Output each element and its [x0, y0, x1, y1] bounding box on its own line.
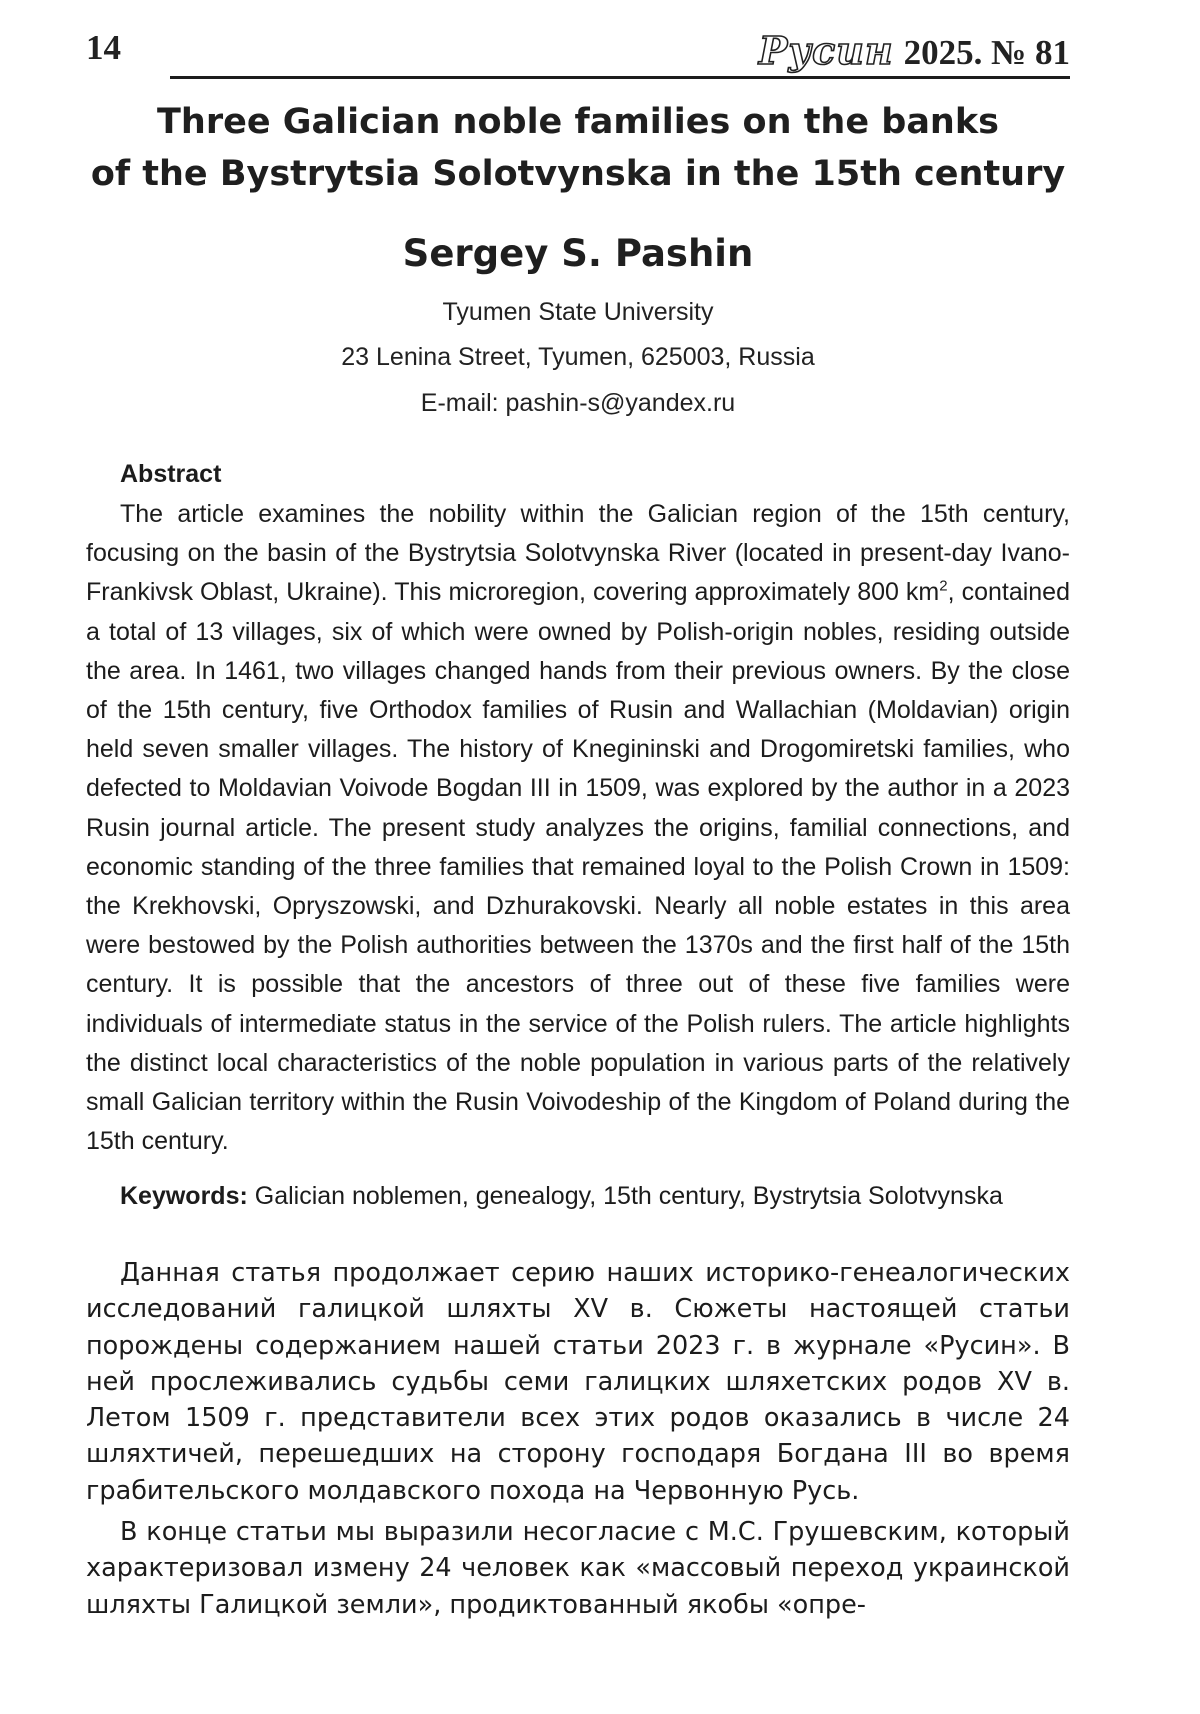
page-header [86, 22, 1070, 76]
body-paragraph-2: В конце статьи мы выразили несогласие с М.С. Грушевским, который характеризовал измену 24 человек как «массовый переход украинской шляхты Галицкой земли», продиктованный якобы «опре- [86, 1517, 1070, 1620]
keywords [120, 1182, 1070, 1211]
title-line-1: Three Galician noble families on the banks [157, 102, 999, 142]
issue-number: 2025. № 81 [903, 33, 1070, 72]
abstract-text-part1: The article examines the nobility within the Galician region of the 15th century, focusing on the basin of the Bystrytsia Solotvynska River (located in present-day Ivano-Frankivsk Oblast, Ukraine). This microregion, covering approximately 800 km [86, 500, 1070, 607]
author-name: Sergey S. Pashin [402, 232, 754, 275]
body-paragraph-1: Данная статья продолжает серию наших историко-генеалогических исследований галицкой шляхты XV в. Сюжеты настоящей статьи порождены содержанием нашей статьи 2023 г. в журнале «Русин». В ней прослеживались судьбы семи галицких шляхетских родов XV в. Летом 1509 г. представители всех этих родов оказались в числе 24 шляхтичей, перешедших на сторону господаря Богдана III во время грабительского молдавского похода на Червонную Русь. [86, 1258, 1070, 1506]
page-number: 14 [86, 28, 121, 67]
address: 23 Lenina Street, Tyumen, 625003, Russia [341, 343, 815, 371]
abstract-superscript: 2 [939, 578, 948, 596]
journal-issue [759, 28, 1070, 73]
journal-logo: Русин [758, 28, 894, 73]
email: E-mail: pashin-s@yandex.ru [420, 389, 736, 417]
article-title [86, 96, 1070, 200]
title-line-2: of the Bystrytsia Solotvynska in the 15th century [90, 154, 1066, 194]
affiliation: Tyumen State University [442, 298, 714, 326]
header-rule [170, 76, 1070, 79]
keywords-text: Galician noblemen, genealogy, 15th century, Bystrytsia Solotvynska [254, 1182, 1003, 1210]
abstract-text [86, 495, 1070, 1161]
abstract-text-part2: , contained a total of 13 villages, six of which were owned by Polish-origin nobles, residing outside the area. In 1461, two villages changed hands from their previous owners. By the close of the 15th century, five Orthodox families of Rusin and Wallachian (Moldavian) origin held seven smaller villages. The history of Knegininski and Drogomiretski families, who defected to Moldavian Voivode Bogdan III in 1509, was explored by the author in a 2023 Rusin journal article. The present study analyzes the origins, familial connections, and economic standing of the three families that remained loyal to the Polish Crown in 1509: the Krekhovski, Opryszowski, and Dzhurakovski. Nearly all noble estates in this area were bestowed by the Polish authorities between the 1370s and the first half of the 15th century. It is possible that the ancestors of three out of these five families were individuals of intermediate status in the service of the Polish rulers. The article highlights the distinct local characteristics of the noble population in various parts of the relatively small Galician territory within the Rusin Voivodeship of the Kingdom of Poland during the 15th century. [86, 578, 1070, 1156]
keywords-label: Keywords: [120, 1182, 248, 1210]
abstract-heading: Abstract [120, 460, 222, 488]
